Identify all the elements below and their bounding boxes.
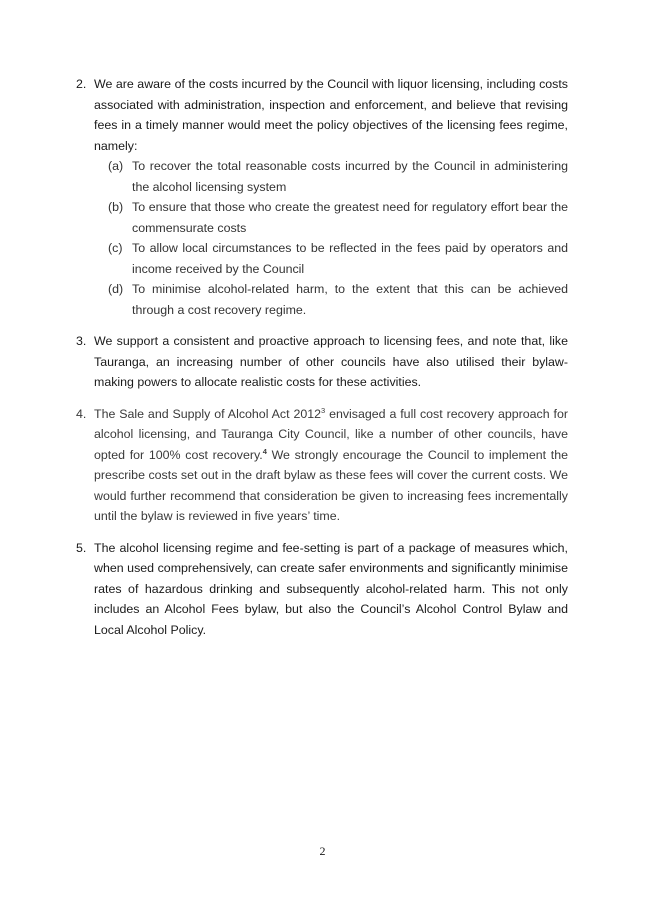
page-number: 2 — [319, 844, 326, 858]
paragraph-number: 4. — [76, 406, 87, 421]
document-body — [76, 74, 568, 651]
numbered-paragraph-3 — [76, 331, 568, 393]
paragraph-text: We support a consistent and proactive approach to licensing fees, and note that, like Tauranga, an increasing number of other councils have also utilised their bylaw-making powers to allocate realistic costs for these activities. — [94, 334, 568, 389]
sub-item-text: To recover the total reasonable costs incurred by the Council in administering the alcohol licensing system — [132, 159, 568, 194]
paragraph-number: 3. — [76, 334, 87, 348]
footnote-ref-4[interactable]: 4 — [262, 446, 267, 456]
sub-item-text: To minimise alcohol-related harm, to the extent that this can be achieved through a cost recovery regime. — [132, 282, 568, 317]
paragraph-text-part2: envisaged a full cost recovery approach for alcohol licensing, and Tauranga City Council, like a number of other councils, have opted for 100% cost recovery. — [94, 406, 568, 462]
numbered-paragraph-4 — [76, 404, 568, 527]
paragraph-body — [94, 74, 568, 320]
sub-item-letter: (c) — [108, 241, 123, 255]
sub-item-letter: (d) — [108, 282, 124, 296]
sub-item-letter: (a) — [108, 159, 124, 173]
numbered-paragraph-5 — [76, 538, 568, 641]
paragraph-text: The alcohol licensing regime and fee-setting is part of a package of measures which, when used comprehensively, can create safer environments and significantly minimise rates of hazardous drinking and subsequently alcohol-related harm. This not only includes an Alcohol Fees bylaw, but also the Council’s Alcohol Control Bylaw and Local Alcohol Policy. — [94, 540, 568, 637]
paragraph-number: 5. — [76, 540, 87, 555]
sub-item-text: To allow local circumstances to be reflected in the fees paid by operators and income received by the Council — [132, 241, 568, 276]
sub-item-letter: (b) — [108, 200, 124, 214]
sub-item-d — [94, 279, 568, 320]
paragraph-body — [94, 404, 568, 527]
paragraph-text-part3: We strongly encourage the Council to implement the prescribe costs set out in the draft bylaw as these fees will cover the current costs. We would further recommend that consideration be given to increasing fees incrementally until the bylaw is reviewed in five years’ time. — [94, 447, 569, 523]
paragraph-number: 2. — [76, 77, 87, 91]
sub-item-text: To ensure that those who create the greatest need for regulatory effort bear the commensurate costs — [132, 200, 568, 235]
sub-list — [94, 156, 568, 320]
paragraph-text-part1: The Sale and Supply of Alcohol Act 2012 — [94, 406, 322, 421]
sub-item-c — [94, 238, 568, 279]
sub-item-b — [94, 197, 568, 238]
numbered-paragraph-2 — [76, 74, 568, 320]
sub-item-a — [94, 156, 568, 197]
footnote-ref-3[interactable]: 3 — [321, 405, 326, 415]
paragraph-body — [94, 538, 568, 641]
paragraph-text — [94, 404, 568, 527]
paragraph-body — [94, 331, 568, 393]
paragraph-text: We are aware of the costs incurred by the Council with liquor licensing, including costs associated with administration, inspection and enforcement, and believe that revising fees in a timely manner would meet the policy objectives of the licensing fees regime, namely: — [94, 77, 568, 153]
